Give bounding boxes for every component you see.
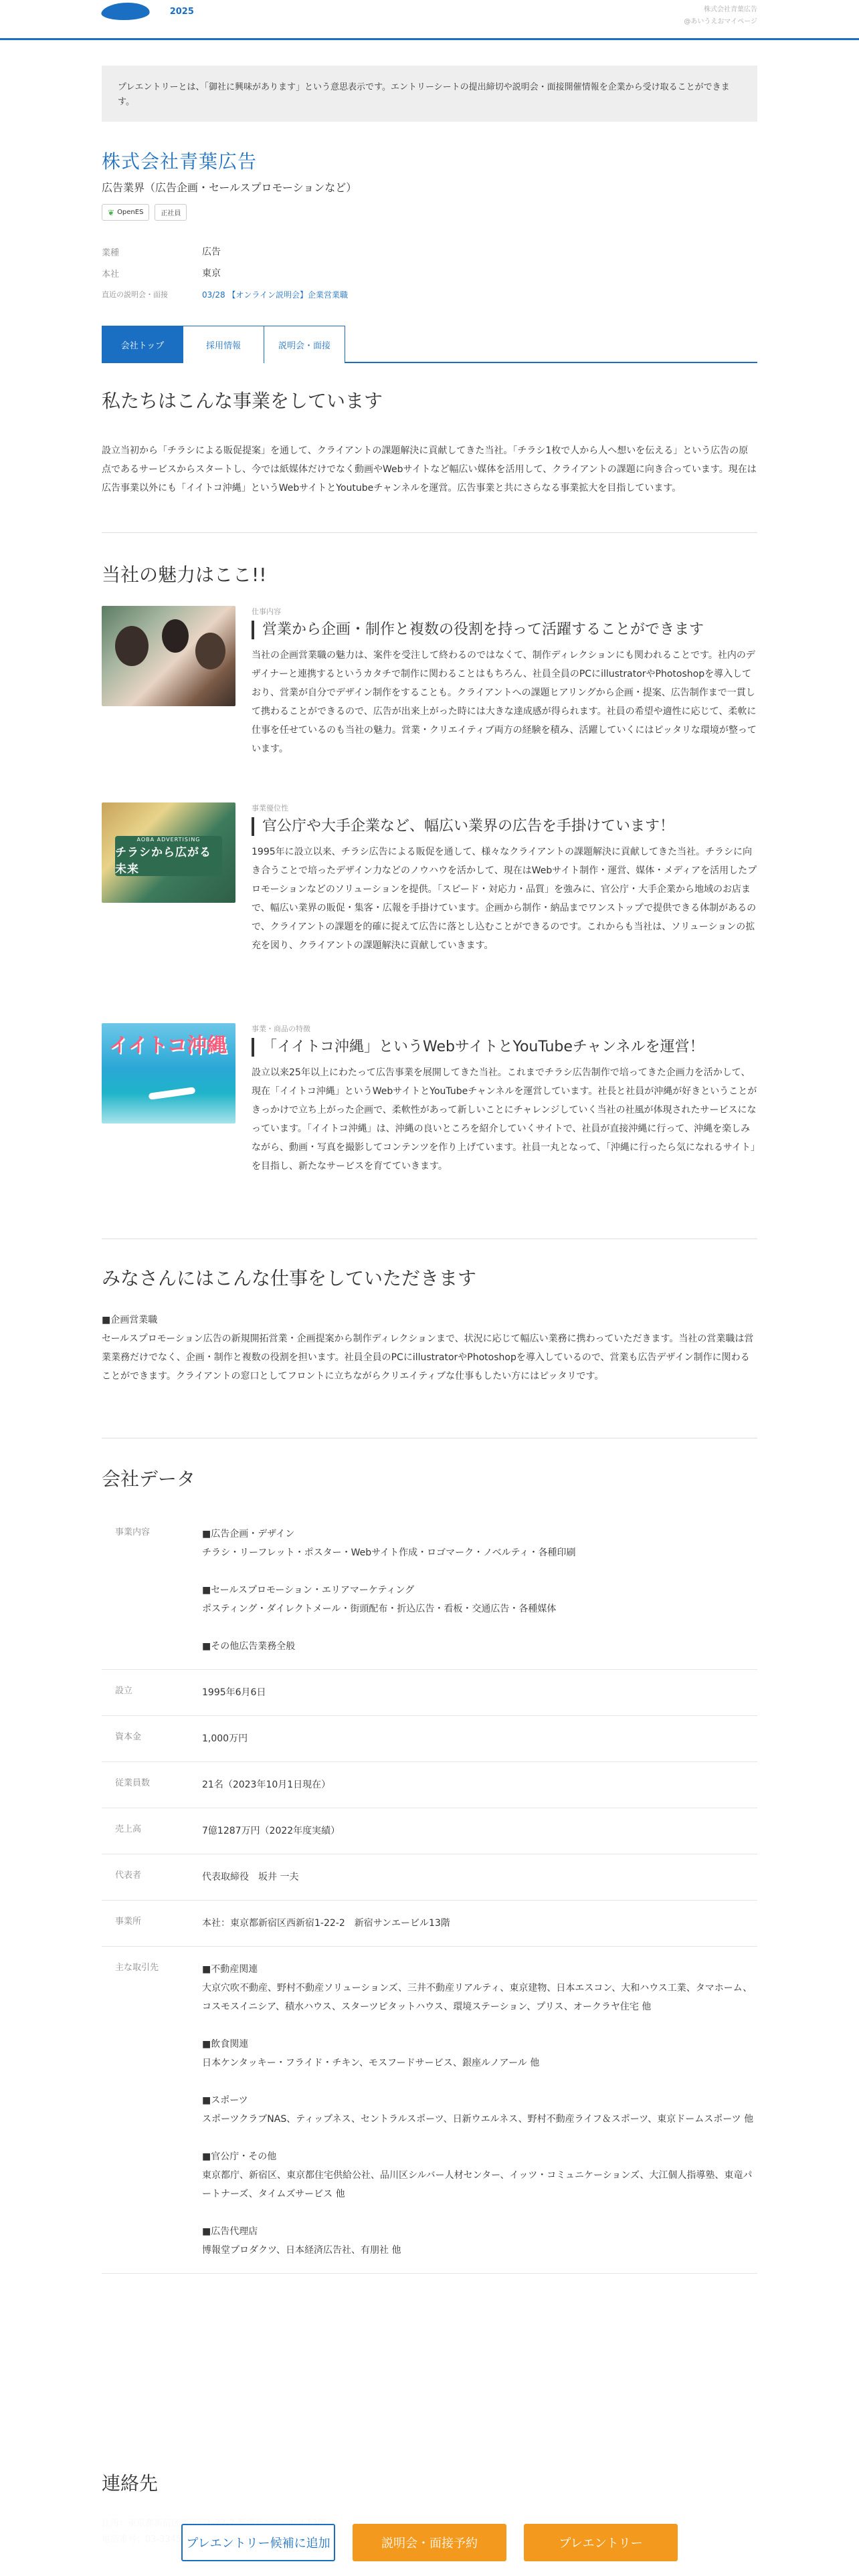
site-header — [0, 0, 859, 40]
appeal-tag: 事業・商品の特徴 — [252, 1025, 310, 1033]
data-line: ポスティング・ダイレクトメール・街頭配布・折込広告・看板・交通広告・各種媒体 — [202, 1604, 557, 1614]
data-line: 21名（2023年10月1日現在） — [202, 1780, 331, 1790]
office-photo — [102, 606, 235, 706]
info-key: 直近の説明会・面接 — [102, 290, 168, 299]
leaf-icon: ❦ — [108, 207, 115, 217]
data-row — [102, 1808, 757, 1854]
data-value — [202, 1960, 757, 2260]
openes-badge — [102, 204, 149, 221]
data-group — [202, 2147, 757, 2204]
data-line: 1995年6月6日 — [202, 1687, 266, 1698]
logo-year: 2025 — [169, 6, 194, 17]
data-line: スポーツクラブNAS、ティップネス、セントラルスポーツ、日新ウエルネス、野村不動産ライフ＆スポーツ、東京ドームスポーツ 他 — [202, 2114, 754, 2125]
info-key: 本社 — [102, 269, 120, 280]
site-logo[interactable] — [102, 3, 194, 20]
data-row — [102, 1901, 757, 1947]
reserve-seminar-button[interactable]: 説明会・面接予約 — [353, 2524, 506, 2561]
data-key: 主な取引先 — [115, 1963, 159, 1973]
data-group — [202, 1960, 757, 2016]
header-link-mypage[interactable]: @あいうえおマイページ — [684, 18, 757, 25]
business-section — [102, 387, 757, 498]
data-line: 大京穴吹不動産、野村不動産ソリューションズ、三井不動産リアルティ、東京建物、日本エスコン、大和ハウス工業、タマホーム、コスモスイニシア、積水ハウス、スターツピタットハウス、環境ステーション、プリス、オークラヤ住宅 他 — [202, 1983, 753, 2012]
divider — [102, 532, 757, 533]
data-key: 代表者 — [115, 1870, 142, 1881]
appeal-section — [102, 560, 757, 1172]
data-line: ■不動産関連 — [202, 1964, 258, 1975]
flyer-photo — [102, 802, 235, 903]
tab-recruit-info[interactable]: 採用情報 — [183, 326, 264, 363]
data-value — [202, 1776, 330, 1794]
appeal-tag: 仕事内容 — [252, 607, 281, 616]
info-value: 広告 — [202, 247, 221, 257]
company-name: 株式会社青葉広告 — [102, 150, 258, 173]
data-line: 1,000万円 — [202, 1733, 248, 1744]
flyer-board — [115, 836, 222, 876]
data-row — [102, 1854, 757, 1901]
data-key: 事業内容 — [115, 1527, 151, 1537]
okinawa-logo: イイトコ沖縄 — [108, 1034, 227, 1057]
data-value — [202, 1914, 450, 1933]
data-line: ■飲食関連 — [202, 2039, 249, 2050]
tab-company-top[interactable]: 会社トップ — [102, 326, 183, 363]
appeal-item — [102, 606, 757, 758]
appeal-heading: 営業から企画・制作と複数の役割を持って活躍することができます — [252, 621, 757, 639]
company-tabs — [102, 326, 757, 363]
data-line: 東京都庁、新宿区、東京都住宅供給公社、品川区シルバー人材センター、イッツ・コミュニケーションズ、大江個人指導塾、東竜パートナーズ、タイムズサービス 他 — [202, 2170, 753, 2199]
okinawa-photo — [102, 1023, 235, 1123]
data-group — [202, 1822, 340, 1840]
add-candidate-button[interactable]: プレエントリー候補に追加 — [181, 2524, 335, 2561]
data-line: ■その他広告業務全般 — [202, 1641, 296, 1652]
company-info — [102, 241, 757, 305]
fulltime-badge: 正社員 — [155, 204, 187, 221]
appeal-item — [102, 1023, 757, 1176]
company-summary — [102, 147, 757, 305]
data-line: ■広告企画・デザイン — [202, 1529, 295, 1539]
work-section — [102, 1264, 757, 1386]
appeal-item — [102, 802, 757, 955]
data-line: ■セールスプロモーション・エリアマーケティング — [202, 1585, 415, 1596]
data-line: 代表取締役 坂井 一夫 — [202, 1872, 299, 1883]
data-group — [202, 2035, 757, 2072]
appeal-heading: 「イイトコ沖縄」というWebサイトとYouTubeチャンネルを運営！ — [252, 1038, 757, 1057]
info-row-industry — [102, 241, 757, 262]
flyer-board-caption: チラシから広がる未来 — [115, 845, 211, 876]
appeal-text: 1995年に設立以来、チラシ広告による販促を通して、様々なクライアントの課題解決に貢献してきた当社。チラシに向き合うことで培ったデザイン力などのノウハウを活かして、現在はWebサイト制作・運営、媒体・メディアを活用したプロモーションなどのソリューションを提供。「スピード・対応力・品質」を強みに、官公庁・大手企業から地域のお店まで、幅広い業界の販促・集客・広報を手掛けています。企画から制作・納品までワンストップで提供できる体制があるので、クライアントの課題を的確に捉えて広告に落とし込むことができるのです。これからも当社は、ソリューションの拡充を図り、クライアントの課題解決に貢献していきます。 — [252, 847, 757, 951]
bottom-action-bar — [0, 2509, 859, 2576]
company-data-section — [102, 1465, 757, 2256]
header-link-company[interactable]: 株式会社青葉広告 — [704, 6, 757, 13]
data-value — [202, 1525, 575, 1656]
data-value — [202, 1729, 248, 1748]
data-key: 設立 — [115, 1686, 133, 1696]
info-key: 業種 — [102, 247, 120, 258]
data-row — [102, 1716, 757, 1762]
info-row-seminar — [102, 284, 757, 305]
header-links — [684, 4, 757, 28]
company-industry: 広告業界（広告企画・セールスプロモーションなど） — [102, 181, 357, 194]
data-line: チラシ・リーフレット・ポスター・Webサイト作成・ロゴマーク・ノベルティ・各種印刷 — [202, 1547, 576, 1558]
company-data-table — [102, 1511, 757, 2274]
work-text: ■企画営業職 セールスプロモーション広告の新規開拓営業・企画提案から制作ディレクションまで、状況に応じて幅広い業務に携わっていただきます。当社の営業職は営業業務だけでなく、企画・制作と複数の役割を担います。社員全員のPCにillustratorやPhotoshopを導入しているので、営業も広告デザイン制作に関わることができます。クライアントの窓口としてフロントに立ちながらクリエイティブな仕事もしたい方にはピッタリです。 — [102, 1315, 754, 1382]
data-group — [202, 1683, 266, 1702]
tab-seminar[interactable]: 説明会・面接 — [264, 326, 345, 363]
preentry-button[interactable]: プレエントリー — [524, 2524, 678, 2561]
appeal-tag: 事業優位性 — [252, 804, 288, 813]
data-line: ■広告代理店 — [202, 2226, 258, 2237]
data-row — [102, 1511, 757, 1670]
preentry-notice: プレエントリーとは、「御社に興味があります」という意思表示です。エントリーシートの提出締切や説明会・面接開催情報を企業から受け取ることができます。 — [102, 66, 757, 122]
data-key: 売上高 — [115, 1824, 142, 1834]
data-value — [202, 1683, 266, 1702]
section-title: 当社の魅力はここ!! — [102, 564, 267, 586]
info-row-hq — [102, 262, 757, 284]
data-group — [202, 1776, 330, 1794]
data-group — [202, 1581, 575, 1618]
section-title: 会社データ — [102, 1468, 196, 1490]
data-group — [202, 2222, 757, 2260]
data-line: 本社：東京都新宿区西新宿1-22-2 新宿サンエービル13階 — [202, 1918, 450, 1929]
data-value — [202, 1868, 298, 1887]
data-line: 7億1287万円（2022年度実績） — [202, 1826, 341, 1836]
section-title: みなさんにはこんな仕事をしていただきます — [102, 1267, 477, 1289]
section-title: 私たちはこんな事業をしています — [102, 390, 383, 412]
data-line: ■官公庁・その他 — [202, 2151, 277, 2162]
openes-label: OpenES — [117, 209, 144, 216]
section-title: 連絡先 — [102, 2472, 159, 2494]
data-row — [102, 1670, 757, 1716]
data-group — [202, 1637, 575, 1656]
data-key: 従業員数 — [115, 1778, 151, 1788]
data-key: 事業所 — [115, 1917, 142, 1927]
data-group — [202, 1914, 450, 1933]
info-value: 東京 — [202, 268, 221, 279]
appeal-text: 設立以来25年以上にわたって広告事業を展開してきた当社。これまでチラシ広告制作で培ってきた企画力を活かして、現在「イイトコ沖縄」というWebサイトとYouTubeチャンネルを運営しています。社長と社員が沖縄が好きということがきっかけで立ち上がった企画で、柔軟性があって新しいことにチャレンジしていく当社の社風が体現されたサービスになっています。「イイトコ沖縄」は、沖縄の良いところを紹介していくサイトで、社員が直接沖縄に行って、沖縄を楽しみながら、動画・写真を撮影してコンテンツを作り上げています。社員一丸となって、「沖縄に行ったら気になれるサイト」を目指し、新たなサービスを育てていきます。 — [252, 1067, 757, 1172]
seminar-link[interactable]: 03/28 【オンライン説明会】企業営業職 — [202, 290, 349, 300]
data-line: 博報堂プロダクツ、日本経済広告社、有朋社 他 — [202, 2245, 401, 2256]
data-group — [202, 1868, 298, 1887]
data-line: ■スポーツ — [202, 2095, 248, 2106]
data-group — [202, 1729, 248, 1748]
company-badges — [102, 204, 757, 221]
appeal-heading: 官公庁や大手企業など、幅広い業界の広告を手掛けています！ — [252, 817, 757, 836]
data-value — [202, 1822, 340, 1840]
data-group — [202, 1525, 575, 1562]
data-group — [202, 2091, 757, 2129]
appeal-text: 当社の企画営業職の魅力は、案件を受注して終わるのではなくて、制作ディレクションにも関われることです。社内のデザイナーと連携するというカタチで制作に関わることはもちろん、社員全員のPCにillustratorやPhotoshopを導入しており、営業が自分でデザイン制作をすることも。クライアントへの課題ヒアリングから企画・提案、広告制作まで一貫して携わることができるので、広告が出来上がった時には大きな達成感が得られます。社員の希望や適性に応じて、柔軟に仕事を任せているのも当社の魅力。営業・クリエイティブ両方の経験を積み、活躍していくにはピッタリな環境が整っています。 — [252, 650, 757, 754]
data-row — [102, 1947, 757, 2274]
data-key: 資本金 — [115, 1732, 142, 1742]
business-text: 設立当初から「チラシによる販促提案」を通して、クライアントの課題解決に貢献してきた当社。「チラシ1枚で人から人へ想いを伝える」という広告の原点であるサービスからスタートし、今では紙媒体だけでなく動画やWebサイトなど幅広い媒体を活用して、クライアントの課題に向き合っています。現在は広告事業以外にも「イイトコ沖縄」というWebサイトとYoutubeチャンネルを運営。広告事業と共にさらなる事業拡大を目指しています。 — [102, 445, 757, 494]
data-line: 日本ケンタッキー・フライド・チキン、モスフードサービス、銀座ルノアール 他 — [202, 2058, 540, 2068]
flyer-board-small: AOBA ADVERTISING — [136, 836, 201, 843]
data-row — [102, 1762, 757, 1808]
